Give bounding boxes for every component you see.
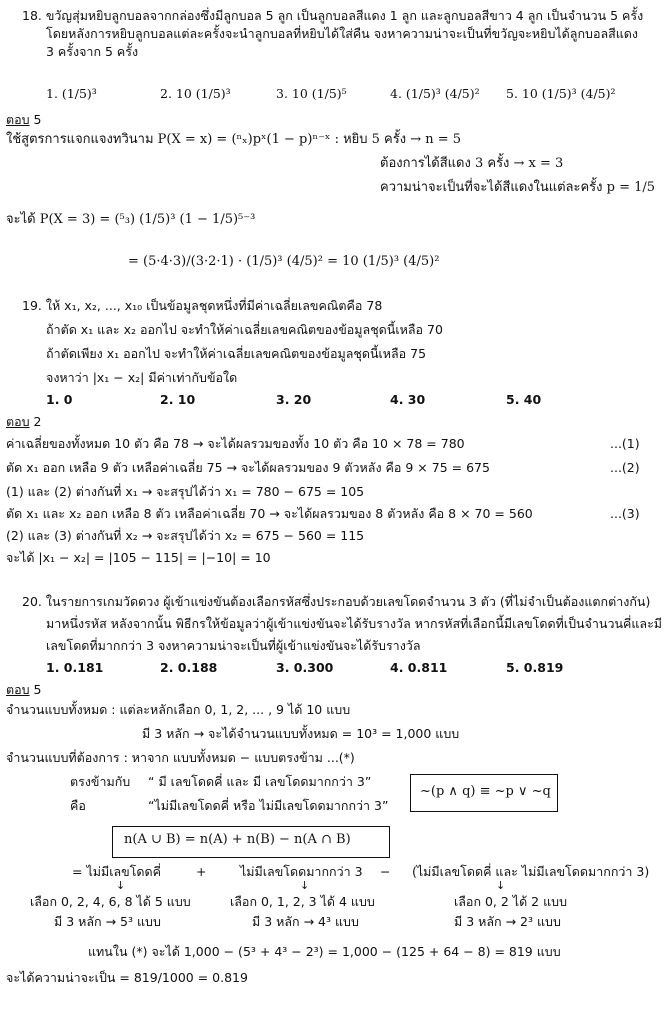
q19-stem-line4: จงหาว่า |x₁ − x₂| มีค่าเท่ากับข้อใด xyxy=(46,370,238,385)
q20-solution-line2: มี 3 หลัก → จะได้จำนวนแบบทั้งหมด = 10³ = 1,000 แบบ xyxy=(142,726,460,741)
q19-option-1: 1. 0 xyxy=(46,392,73,407)
q18-option-5: 5. 10 (1/5)³ (4/5)² xyxy=(506,86,616,101)
q20-solution-line7: แทนใน (*) จะได้ 1,000 − (5³ + 4³ − 2³) = 1,000 − (125 + 64 − 8) = 819 แบบ xyxy=(88,944,561,959)
q20-option-5: 5. 0.819 xyxy=(506,660,564,675)
q18-solution-line4: จะได้ P(X = 3) = (⁵₃) (1/5)³ (1 − 1/5)⁵⁻³ xyxy=(6,212,256,227)
q19-option-4: 4. 30 xyxy=(390,392,426,407)
answer-label: ตอบ xyxy=(6,414,30,429)
down-arrow-icon: ↓ xyxy=(116,879,126,892)
q19-solution-line1: ค่าเฉลี่ยของทั้งหมด 10 ตัว คือ 78 → จะได้ผลรวมของทั้ง 10 ตัว คือ 10 × 78 = 780 xyxy=(6,436,465,451)
q20-solution-line5-label: คือ xyxy=(70,798,86,813)
down-arrow-icon: ↓ xyxy=(300,879,310,892)
q20-solution-line1: จำนวนแบบทั้งหมด : แต่ละหลักเลือก 0, 1, 2, ... , 9 ได้ 10 แบบ xyxy=(6,702,351,717)
q19-solution-line4: ตัด x₁ และ x₂ ออก เหลือ 8 ตัว เหลือค่าเฉลี่ย 70 → จะได้ผลรวมของ 8 ตัวหลัง คือ 8 × 70 = 560 xyxy=(6,506,533,521)
q20-plus-sign: + xyxy=(196,864,207,879)
q19-solution-line2: ตัด x₁ ออก เหลือ 9 ตัว เหลือค่าเฉลี่ย 75 → จะได้ผลรวมของ 9 ตัวหลัง คือ 9 × 75 = 675 xyxy=(6,460,490,475)
q18-option-2: 2. 10 (1/5)³ xyxy=(160,86,231,101)
q20-option-2: 2. 0.188 xyxy=(160,660,218,675)
q20-col1-line2: มี 3 หลัก → 5³ แบบ xyxy=(54,914,161,929)
union-formula: n(A ∪ B) = n(A) + n(B) − n(A ∩ B) xyxy=(124,832,351,847)
q20-stem-line1: 20. ในรายการเกมวัดดวง ผู้เข้าแข่งขันต้องเลือกรหัสซึ่งประกอบด้วยเลขโดดจำนวน 3 ตัว (ที่ไม่จำเป็นต้องแตกต่างกัน) xyxy=(22,594,651,609)
q19-solution-line6: จะได้ |x₁ − x₂| = |105 − 115| = |−10| = 10 xyxy=(6,550,271,565)
answer-label: ตอบ xyxy=(6,112,30,127)
q20-col2-line2: มี 3 หลัก → 4³ แบบ xyxy=(252,914,359,929)
q20-minus-sign: − xyxy=(380,864,391,879)
q20-stem-line2: มาหนึ่งรหัส หลังจากนั้น พิธีกรให้ข้อมูลว่าผู้เข้าแข่งขันจะได้รับรางวัล หากรหัสที่เลือกนี้มีเลขโดดที่เป็นจำนวนคี่และมี xyxy=(46,616,663,631)
q19-option-3: 3. 20 xyxy=(276,392,312,407)
q20-col3-line1: เลือก 0, 2 ได้ 2 แบบ xyxy=(454,894,568,909)
q18-solution-line2: ต้องการได้สีแดง 3 ครั้ง → x = 3 xyxy=(380,156,564,171)
answer-value: 5 xyxy=(33,112,42,127)
q20-term-a: = ไม่มีเลขโดดคี่ xyxy=(72,864,162,879)
answer-value: 5 xyxy=(33,682,42,697)
q20-col2-line1: เลือก 0, 1, 2, 3 ได้ 4 แบบ xyxy=(230,894,375,909)
q18-option-1: 1. (1/5)³ xyxy=(46,86,97,101)
q18-option-3: 3. 10 (1/5)⁵ xyxy=(276,86,347,101)
answer-label: ตอบ xyxy=(6,682,30,697)
q19-solution-tag1: ...(1) xyxy=(610,436,640,451)
q18-stem-line3: 3 ครั้งจาก 5 ครั้ง xyxy=(46,44,139,59)
q20-option-1: 1. 0.181 xyxy=(46,660,104,675)
q20-term-c: (ไม่มีเลขโดดคี่ และ ไม่มีเลขโดดมากกว่า 3) xyxy=(412,864,650,879)
q18-option-4: 4. (1/5)³ (4/5)² xyxy=(390,86,480,101)
answer-value: 2 xyxy=(33,414,42,429)
down-arrow-icon: ↓ xyxy=(496,879,506,892)
q19-solution-line5: (2) และ (3) ต่างกันที่ x₂ → จะสรุปได้ว่า x₂ = 675 − 560 = 115 xyxy=(6,528,365,543)
q19-solution-line3: (1) และ (2) ต่างกันที่ x₁ → จะสรุปได้ว่า x₁ = 780 − 675 = 105 xyxy=(6,484,365,499)
q20-stem-line3: เลขโดดที่มากกว่า 3 จงหาความน่าจะเป็นที่ผู้เข้าแข่งขันจะได้รับรางวัล xyxy=(46,638,421,653)
q20-solution-line3: จำนวนแบบที่ต้องการ : หาจาก แบบทั้งหมด − แบบตรงข้าม ...(*) xyxy=(6,750,355,765)
q18-stem-line2: โดยหลังการหยิบลูกบอลแต่ละครั้งจะนำลูกบอลที่หยิบได้ใส่คืน จงหาความน่าจะเป็นที่ขวัญจะหยิบได้ลูกบอลสีแดง xyxy=(46,26,639,41)
q20-solution-line5-text: “ไม่มีเลขโดดคี่ หรือ ไม่มีเลขโดดมากกว่า 3” xyxy=(148,798,389,813)
q19-stem-line1: 19. ให้ x₁, x₂, ..., x₁₀ เป็นข้อมูลชุดหนึ่งที่มีค่าเฉลี่ยเลขคณิตคือ 78 xyxy=(22,298,383,313)
demorgan-formula: ~(p ∧ q) ≡ ~p ∨ ~q xyxy=(420,784,551,799)
q20-answer xyxy=(6,682,42,698)
q20-col1-line1: เลือก 0, 2, 4, 6, 8 ได้ 5 แบบ xyxy=(30,894,191,909)
q20-col3-line2: มี 3 หลัก → 2³ แบบ xyxy=(454,914,561,929)
q18-solution-line3: ความน่าจะเป็นที่จะได้สีแดงในแต่ละครั้ง p = 1/5 xyxy=(380,180,656,195)
q20-solution-line8: จะได้ความน่าจะเป็น = 819/1000 = 0.819 xyxy=(6,970,248,985)
q18-solution-line1: ใช้สูตรการแจกแจงทวินาม P(X = x) = (ⁿₓ)pˣ(1 − p)ⁿ⁻ˣ : หยิบ 5 ครั้ง → n = 5 xyxy=(6,132,462,147)
q18-answer xyxy=(6,112,42,128)
q19-stem-line2: ถ้าตัด x₁ และ x₂ ออกไป จะทำให้ค่าเฉลี่ยเลขคณิตของข้อมูลชุดนี้เหลือ 70 xyxy=(46,322,443,337)
q19-stem-line3: ถ้าตัดเพียง x₁ ออกไป จะทำให้ค่าเฉลี่ยเลขคณิตของข้อมูลชุดนี้เหลือ 75 xyxy=(46,346,427,361)
q18-solution-line5: = (5·4·3)/(3·2·1) · (1/5)³ (4/5)² = 10 (1/5)³ (4/5)² xyxy=(128,254,440,269)
q18-stem-line1: 18. ขวัญสุ่มหยิบลูกบอลจากกล่องซึ่งมีลูกบอล 5 ลูก เป็นลูกบอลสีแดง 1 ลูก และลูกบอลสีขาว 4 ลูก เป็นจำนวน 5 ครั้ง xyxy=(22,8,644,23)
q20-solution-line4-text: “ มี เลขโดดคี่ และ มี เลขโดดมากกว่า 3” xyxy=(148,774,372,789)
q19-option-5: 5. 40 xyxy=(506,392,542,407)
q19-solution-tag3: ...(3) xyxy=(610,506,640,521)
q20-option-3: 3. 0.300 xyxy=(276,660,334,675)
q19-option-2: 2. 10 xyxy=(160,392,196,407)
q20-term-b: ไม่มีเลขโดดมากกว่า 3 xyxy=(240,864,363,879)
q19-answer xyxy=(6,414,42,430)
q20-solution-line4-label: ตรงข้ามกับ xyxy=(70,774,131,789)
q19-solution-tag2: ...(2) xyxy=(610,460,640,475)
q20-option-4: 4. 0.811 xyxy=(390,660,448,675)
